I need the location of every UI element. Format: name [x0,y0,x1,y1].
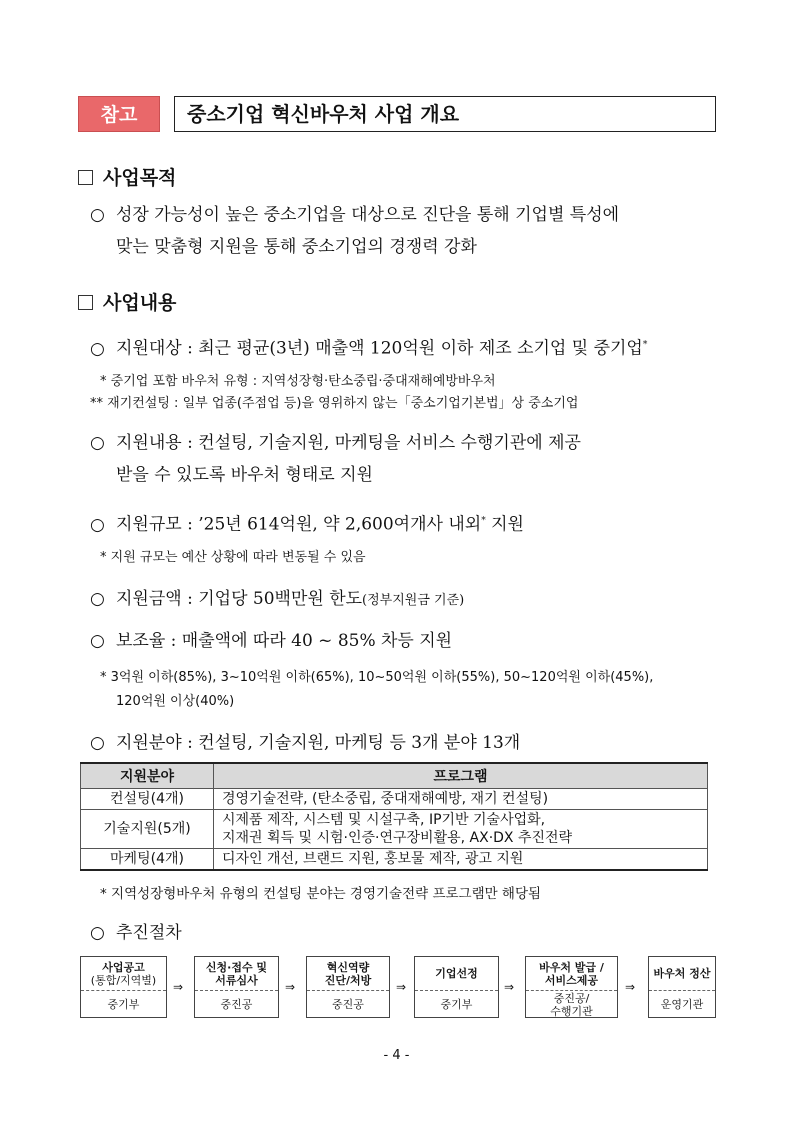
flow-arrow: ⇒ [625,980,636,994]
title-row [78,96,716,132]
note-scale: * 지원 규모는 예산 상황에 따라 변동될 수 있음 [100,550,366,565]
program-line: 지재권 획득 및 시험·인증·연구장비활용, AX·DX 추진전략 [222,830,573,846]
flow-step-settlement: 바우처 정산 운영기관 [648,956,716,1018]
page-number: - 4 - [383,1048,410,1063]
purpose-bullet: ○ 성장 가능성이 높은 중소기업을 대상으로 진단을 통해 기업별 특성에 [90,205,620,225]
flow-arrow: ⇒ [173,980,184,994]
flow-step-announcement: 사업공고 (통합/지역별) 중기부 [80,956,167,1018]
flow-arrow: ⇒ [504,980,515,994]
ratio-bullet: ○ 보조율 : 매출액에 따라 40 ~ 85% 차등 지원 [90,631,453,651]
note-ratio: * 3억원 이하(85%), 3~10억원 이하(65%), 10~50억원 이하(55%), 50~120억원 이하(45%), [100,670,654,685]
amount-bullet: ○ 지원금액 : 기업당 50백만원 한도(정부지원금 기준) [90,589,465,609]
reference-badge: 참고 [78,96,160,132]
checkbox-square-icon [78,295,93,310]
header-program: 프로그램 [214,763,708,789]
section-purpose-heading: 사업목적 [78,163,176,190]
program-cell: 경영기술전략, (탄소중립, 중대재해예방, 재기 컨설팅) [214,789,708,810]
note-midsize-voucher: * 중기업 포함 바우처 유형 : 지역성장형·탄소중립·중대재해예방바우처 [100,374,496,389]
target-bullet: ○ 지원대상 : 최근 평균(3년) 매출액 120억원 이하 제조 소기업 및 중기업* [90,338,648,359]
header-area: 지원분야 [81,763,214,789]
flow-arrow: ⇒ [396,980,407,994]
note-ratio-cont: 120억원 이상(40%) [116,694,235,709]
flow-step-diagnosis: 혁신역량 진단/처방 중진공 [306,956,390,1018]
program-table [80,762,708,871]
page-title: 중소기업 혁신바우처 사업 개요 [174,96,716,132]
purpose-bullet-cont: 맞는 맞춤형 지원을 통해 중소기업의 경쟁력 강화 [116,237,477,257]
program-cell [214,810,708,849]
flow-step-application: 신청·접수 및 서류심사 중진공 [194,956,279,1018]
table-header-row [81,763,708,789]
area-cell: 컨설팅(4개) [81,789,214,810]
program-line: 시제품 제작, 시스템 및 시설구축, IP기반 기술사업화, [222,812,546,828]
flow-step-selection: 기업선정 중기부 [414,956,499,1018]
procedure-bullet: ○ 추진절차 [90,923,182,943]
scale-bullet: ○ 지원규모 : ’25년 614억원, 약 2,600여개사 내외* 지원 [90,514,524,535]
note-regional: * 지역성장형바우처 유형의 컨설팅 분야는 경영기술전략 프로그램만 해당됨 [100,886,542,902]
area-cell: 기술지원(5개) [81,810,214,849]
checkbox-square-icon [78,170,93,185]
area-cell: 마케팅(4개) [81,849,214,871]
program-cell: 디자인 개선, 브랜드 지원, 홍보물 제작, 광고 지원 [214,849,708,871]
support-bullet: ○ 지원내용 : 컨설팅, 기술지원, 마케팅을 서비스 수행기관에 제공 [90,433,581,453]
field-bullet: ○ 지원분야 : 컨설팅, 기술지원, 마케팅 등 3개 분야 13개 [90,733,521,753]
support-bullet-cont: 받을 수 있도록 바우처 형태로 지원 [116,465,373,485]
section-content-heading: 사업내용 [78,288,176,315]
table-row [81,789,708,810]
table-row [81,849,708,871]
note-reconsulting: ** 재기컨설팅 : 일부 업종(주점업 등)을 영위하지 않는「중소기업기본법」상 중소기업 [90,396,579,411]
table-row [81,810,708,849]
flow-step-voucher-issue: 바우처 발급 / 서비스제공 중진공/ 수행기관 [525,956,618,1018]
flow-arrow: ⇒ [285,980,296,994]
